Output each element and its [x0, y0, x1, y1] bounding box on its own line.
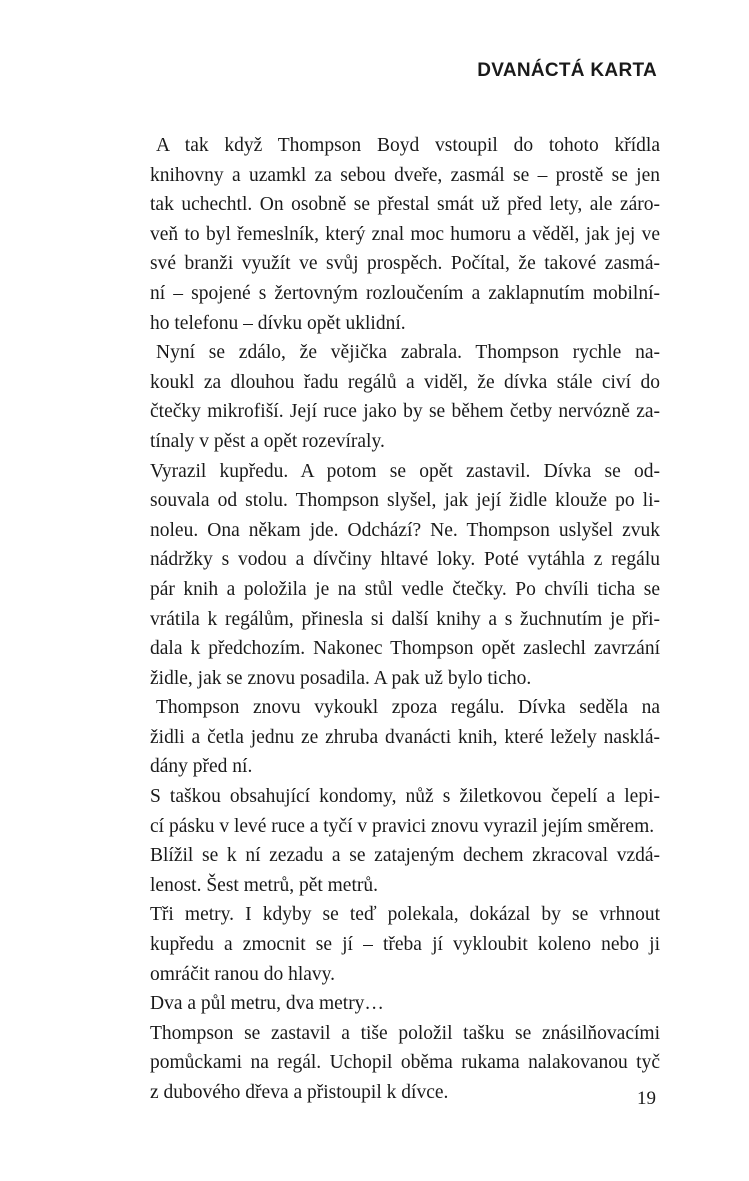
text-line: dány před ní. — [150, 756, 253, 778]
paragraph — [150, 989, 660, 1019]
text-line: vrátila k regálům, přinesla si další knihy a s žuchnutím je při- — [150, 608, 660, 630]
body-text — [150, 131, 660, 1108]
chapter-title: DVANÁCTÁ KARTA — [477, 60, 657, 81]
page-number: 19 — [637, 1088, 656, 1109]
text-line: veň to byl řemeslník, který znal moc humoru a věděl, jak jej ve — [150, 223, 660, 245]
paragraph — [150, 900, 660, 989]
text-line: knihovny a uzamkl za sebou dveře, zasmál se – prostě se jen — [150, 164, 660, 186]
text-line: noleu. Ona někam jde. Odchází? Ne. Thompson uslyšel zvuk — [150, 519, 660, 541]
text-line: omráčit ranou do hlavy. — [150, 963, 336, 985]
text-line: ho telefonu – dívku opět uklidní. — [150, 312, 406, 334]
text-line: dala k předchozím. Nakonec Thompson opět zaslechl zavrzání — [150, 638, 660, 660]
paragraph — [150, 693, 660, 782]
text-line: čtečky mikrofiší. Její ruce jako by se během četby nervózně za- — [150, 401, 660, 423]
text-line: tínaly v pěst a opět rozevíraly. — [150, 430, 385, 452]
paragraph — [150, 1019, 660, 1108]
paragraph — [150, 782, 660, 841]
text-line: nádržky s vodou a dívčiny hltavé loky. Poté vytáhla z regálu — [150, 549, 660, 571]
text-line: Nyní se zdálo, že vějička zabrala. Thompson rychle na- — [156, 342, 660, 364]
paragraph — [150, 457, 660, 694]
text-line: souvala od stolu. Thompson slyšel, jak její židle klouže po li- — [150, 490, 660, 512]
text-line: cí pásku v levé ruce a tyčí v pravici znovu vyrazil jejím směrem. — [150, 815, 655, 837]
text-line: lenost. Šest metrů, pět metrů. — [150, 874, 379, 896]
text-line: židli a četla jednu ze zhruba dvanácti knih, které ležely nasklá- — [150, 726, 660, 748]
paragraph — [150, 131, 660, 338]
text-line: kupředu a zmocnit se jí – třeba jí vykloubit koleno nebo ji — [150, 934, 660, 956]
text-line: A tak když Thompson Boyd vstoupil do tohoto křídla — [156, 135, 660, 156]
text-line: S taškou obsahující kondomy, nůž s žiletkovou čepelí a lepi- — [150, 786, 660, 808]
text-line: židle, jak se znovu posadila. A pak už bylo ticho. — [150, 667, 532, 689]
text-line: pár knih a položila je na stůl vedle čtečky. Po chvíli ticha se — [150, 578, 660, 600]
text-line: Thompson se zastavil a tiše položil tašku se znásilňovacími — [150, 1022, 660, 1044]
text-line: Dva a půl metru, dva metry… — [150, 993, 384, 1015]
text-line: pomůckami na regál. Uchopil oběma rukama nalakovanou tyč — [150, 1052, 660, 1074]
text-line: tak uchechtl. On osobně se přestal smát už před lety, ale záro- — [150, 194, 660, 216]
text-line: ní – spojené s žertovným rozloučením a zaklapnutím mobilní- — [150, 282, 660, 304]
text-line: své branži využít ve svůj prospěch. Počítal, že takové zasmá- — [150, 253, 660, 275]
text-line: z dubového dřeva a přistoupil k dívce. — [150, 1082, 449, 1103]
paragraph — [150, 841, 660, 900]
paragraph — [150, 338, 660, 456]
text-line: Vyrazil kupředu. A potom se opět zastavil. Dívka se od- — [150, 460, 660, 482]
text-line: Thompson znovu vykoukl zpoza regálu. Dívka seděla na — [156, 697, 660, 719]
text-line: Tři metry. I kdyby se teď polekala, dokázal by se vrhnout — [150, 904, 660, 926]
text-line: Blížil se k ní zezadu a se zatajeným dechem zkracoval vzdá- — [150, 845, 660, 867]
text-line: koukl za dlouhou řadu regálů a viděl, že dívka stále civí do — [150, 371, 660, 393]
